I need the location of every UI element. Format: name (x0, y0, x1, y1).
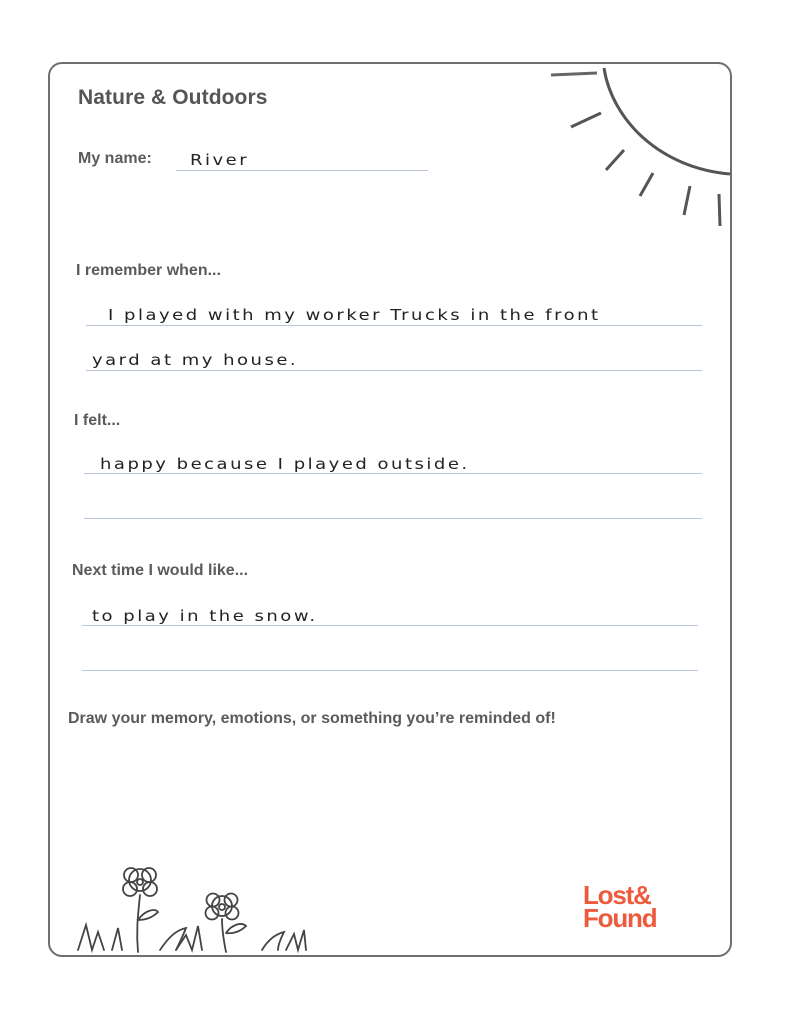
draw-prompt: Draw your memory, emotions, or something you’re reminded of! (68, 710, 556, 727)
remember-text-1: I played with my worker Trucks in the front (108, 306, 601, 324)
remember-text-2: yard at my house. (92, 351, 299, 369)
felt-label: I felt... (74, 412, 121, 429)
lost-and-found-logo (583, 880, 657, 933)
next-text-1: to play in the snow. (92, 607, 318, 625)
name-value: River (190, 151, 250, 169)
remember-label: I remember when... (76, 262, 221, 279)
next-label: Next time I would like... (72, 562, 249, 579)
name-label: My name: (78, 150, 152, 167)
worksheet-title: Nature & Outdoors (78, 86, 268, 109)
felt-text-1: happy because I played outside. (100, 455, 470, 473)
logo-line-1: Lost& (583, 880, 651, 910)
logo-line-2: Found (583, 903, 657, 933)
